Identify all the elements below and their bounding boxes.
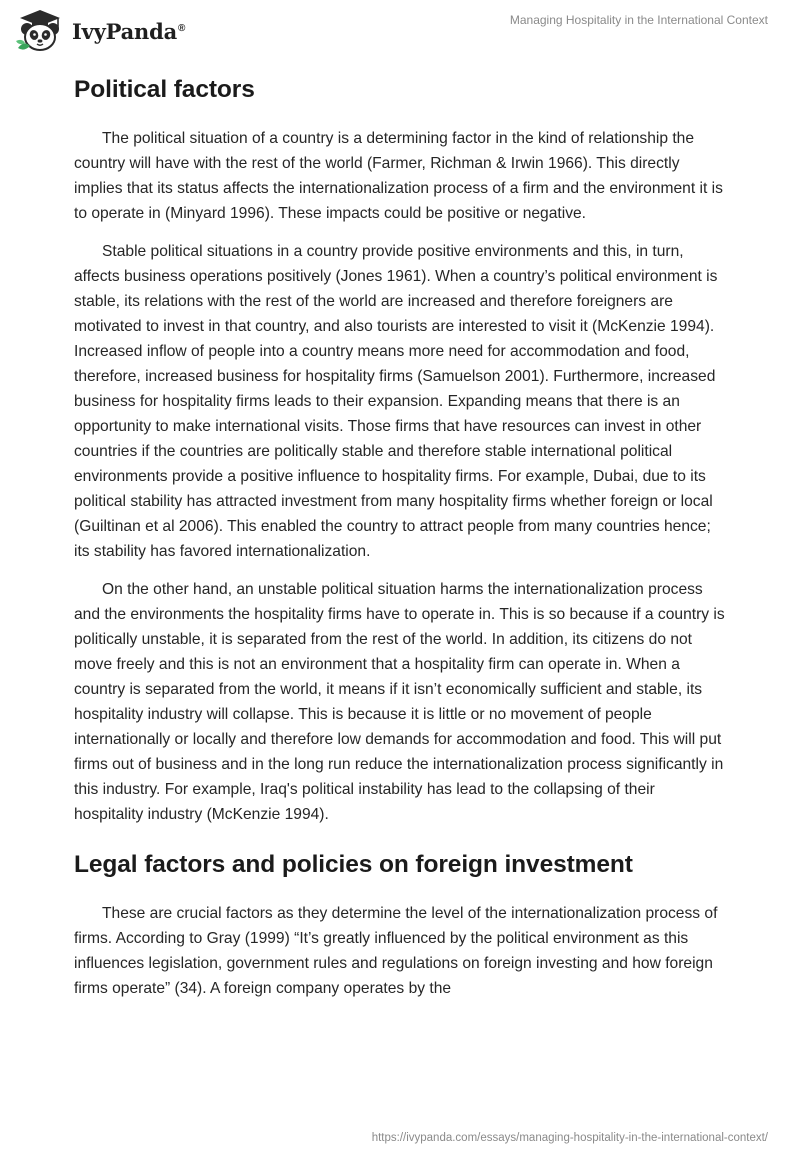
- paragraph: The political situation of a country is a determining factor in the kind of relationship the country will have with the rest of the world (Farmer, Richman & Irwin 1966). This directly implies that its status affects the internationalization process of a firm and the environment it is to operate in (Minyard 1996). These impacts could be positive or negative.: [74, 130, 723, 222]
- footer-url[interactable]: https://ivypanda.com/essays/managing-hospitality-in-the-international-context/: [371, 1132, 768, 1144]
- section-heading-legal: Legal factors and policies on foreign investment: [74, 851, 633, 878]
- page-header: [0, 0, 800, 64]
- document-title: Managing Hospitality in the International Context: [509, 13, 768, 27]
- brand-name: IvyPanda®: [72, 18, 186, 44]
- essay-content: [74, 70, 726, 1014]
- paragraph: Stable political situations in a country provide positive environments and this, in turn, affects business operations positively (Jones 1961). When a country’s political environment is stable, its relations with the rest of the world are increased and therefore foreigners are motivated to invest in that country, and also tourists are interested to visit it (McKenzie 1994). Increased inflow of people into a country means more need for accommodation and food, therefore, increased business for hospitality firms (Samuelson 2001). Furthermore, increased business for hospitality firms leads to their expansion. Expanding means that there is an opportunity to make international visits. Those firms that have resources can invest in other countries if the countries are politically stable and therefore stable international political environments provide a positive influence to hospitality firms. For example, Dubai, due to its political stability has attracted investment from many hospitality firms whether foreign or local (Guiltinan et al 2006). This enabled the country to attract people from many countries hence; its stability has favored internationalization.: [74, 243, 718, 560]
- section-heading-political: Political factors: [74, 76, 255, 103]
- brand-logo[interactable]: [14, 8, 185, 54]
- paragraph: These are crucial factors as they determine the level of the internationalization process of firms. According to Gray (1999) “It’s greatly influenced by the political environment as this influences legislation, government rules and regulations on foreign investing and how foreign firms operate” (34). A foreign company operates by the: [74, 905, 718, 997]
- paragraph: On the other hand, an unstable political situation harms the internationalization process and the environments the hospitality firms have to operate in. This is so because if a country is politically unstable, it is separated from the rest of the world. In addition, its citizens do not move freely and this is not an environment that a hospitality firm can operate in. When a country is separated from the world, it means if it isn’t economically sufficient and stable, its hospitality industry will collapse. This is because it is little or no movement of people internationally or locally and therefore low demands for accommodation and food. This will put firms out of business and in the long run reduce the internationalization process significantly in this industry. For example, Iraq's political instability has lead to the collapsing of their hospitality industry (McKenzie 1994).: [74, 581, 725, 823]
- panda-graduate-icon: [14, 8, 66, 54]
- registered-mark: ®: [178, 22, 186, 34]
